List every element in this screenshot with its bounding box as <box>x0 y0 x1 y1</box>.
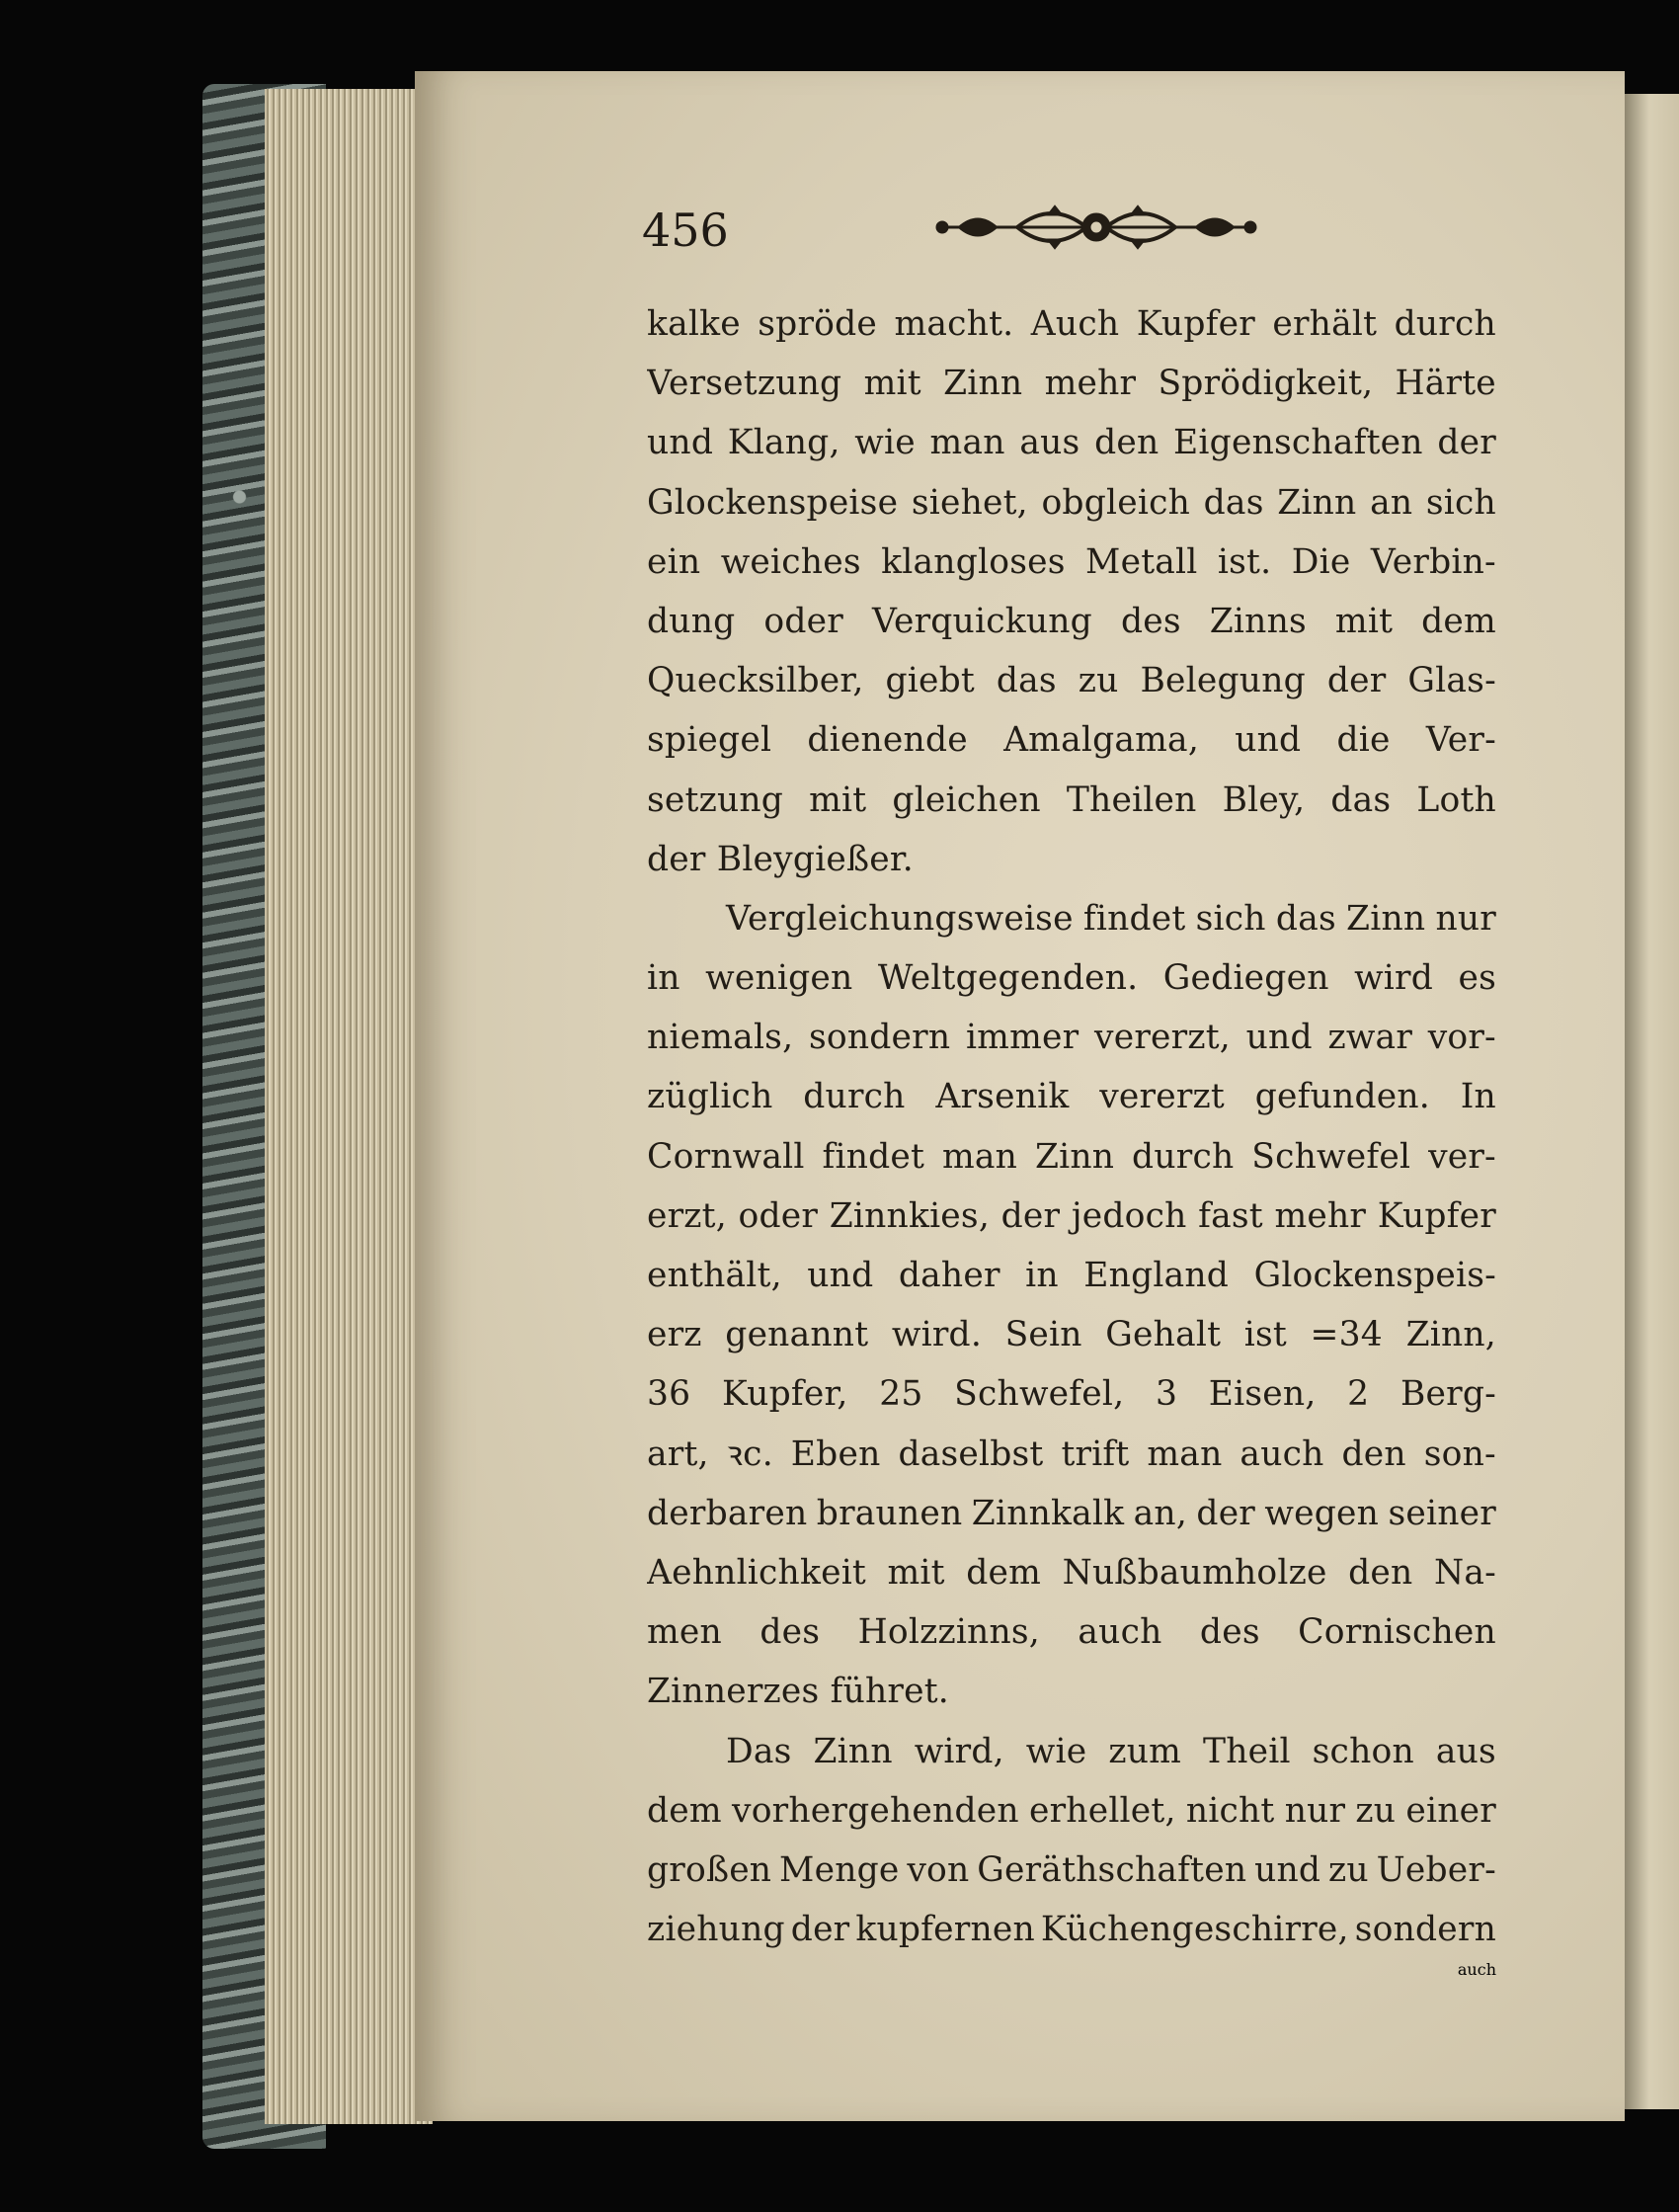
word: Zinn <box>813 1731 893 1771</box>
text-line <box>647 771 1496 830</box>
word: man <box>941 1136 1018 1177</box>
word: Schwefel <box>1251 1136 1411 1177</box>
word: Eben <box>790 1434 881 1474</box>
word: Holzzinns, <box>857 1612 1040 1653</box>
word: Weltgegenden. <box>877 958 1139 999</box>
word: sich <box>1425 482 1496 523</box>
word: Sein <box>1004 1315 1082 1355</box>
word: Gehalt <box>1105 1315 1222 1355</box>
word: nicht <box>1185 1790 1275 1831</box>
word: wie <box>1025 1731 1087 1771</box>
word: nur <box>1435 898 1496 939</box>
word: giebt <box>885 661 975 701</box>
word: Schwefel, <box>954 1374 1125 1415</box>
word: vererzt <box>1099 1077 1225 1117</box>
word: fast <box>1198 1195 1263 1236</box>
word: Arsenik <box>935 1077 1070 1117</box>
word: man <box>929 423 1005 463</box>
page-header <box>642 198 1511 267</box>
text-line <box>647 592 1496 651</box>
word: 2 <box>1347 1374 1370 1415</box>
word: trift <box>1061 1434 1130 1474</box>
word: es <box>1458 958 1496 999</box>
page-number: 456 <box>642 204 729 257</box>
text-line <box>647 1484 1496 1543</box>
word: 36 <box>647 1374 691 1415</box>
word: gefunden. <box>1254 1077 1430 1117</box>
word: zu <box>1355 1790 1397 1831</box>
word: Nußbaumholze <box>1062 1552 1327 1593</box>
word: 3 <box>1155 1374 1178 1415</box>
word: Eisen, <box>1208 1374 1317 1415</box>
text-line <box>647 1602 1496 1662</box>
word: Küchengeschirre, <box>1040 1910 1349 1950</box>
word: Zinn <box>1034 1136 1115 1177</box>
word: Das <box>726 1731 792 1771</box>
word: zu <box>1328 1849 1369 1890</box>
floral-headpiece-ornament-icon <box>928 198 1264 257</box>
word: genannt <box>725 1315 869 1355</box>
word: kupfernen <box>855 1910 1035 1950</box>
text-line <box>647 1900 1496 1959</box>
word: das <box>1203 482 1264 523</box>
word: wie <box>854 423 916 463</box>
word: Zinnkalk <box>971 1493 1125 1533</box>
word: Loth <box>1416 779 1496 820</box>
text-line <box>647 1008 1496 1067</box>
word: sondern <box>1354 1910 1496 1950</box>
text-line <box>647 1127 1496 1187</box>
word: erhält <box>1272 304 1378 344</box>
word: mit <box>887 1552 945 1593</box>
word: nur <box>1284 1790 1346 1831</box>
word: ist. <box>1217 541 1272 582</box>
word: braunen <box>816 1493 963 1533</box>
word: mit <box>809 779 867 820</box>
word: der <box>790 1910 850 1950</box>
word: das <box>1275 898 1336 939</box>
word: in <box>1025 1256 1059 1295</box>
word: Belegung <box>1140 661 1306 701</box>
text-line <box>647 889 1496 948</box>
word: und <box>647 423 714 463</box>
word: mit <box>863 364 921 404</box>
word: Glockenspeis- <box>1253 1256 1496 1295</box>
word: Zinn <box>1277 482 1357 523</box>
word: Verbin- <box>1370 541 1496 582</box>
word: Vergleichungsweise <box>726 898 1074 939</box>
word: Menge <box>779 1849 900 1890</box>
word: des <box>1120 601 1181 641</box>
word: schon <box>1312 1731 1414 1771</box>
word: vererzt, <box>1094 1018 1231 1058</box>
text-line <box>647 1364 1496 1424</box>
word: Bley, <box>1222 779 1306 820</box>
word: auch <box>1078 1612 1162 1653</box>
word: Ver- <box>1425 720 1496 761</box>
word: einer <box>1405 1790 1496 1831</box>
word: wird, <box>914 1731 1004 1771</box>
text-line <box>647 651 1496 710</box>
word: Quecksilber, <box>647 661 864 701</box>
word: daher <box>898 1256 1000 1295</box>
word: an <box>1370 482 1413 523</box>
word: durch <box>1132 1136 1235 1177</box>
word: Gediegen <box>1162 958 1329 999</box>
word: Glockenspeise <box>647 482 899 523</box>
word: ein <box>647 541 701 582</box>
word: züglich <box>647 1077 773 1117</box>
word: Verquickung <box>872 601 1092 641</box>
word: Cornwall <box>647 1136 805 1177</box>
word: durch <box>803 1077 906 1117</box>
word: Eigenschaften <box>1173 423 1423 463</box>
word: Na- <box>1433 1552 1496 1593</box>
text-line <box>647 830 1496 889</box>
word: wird <box>1354 958 1434 999</box>
word: findet <box>1082 898 1186 939</box>
word: spröde <box>758 304 878 344</box>
word: Aehnlichkeit <box>647 1552 867 1593</box>
text-line <box>647 1543 1496 1602</box>
page-edges <box>265 89 433 2124</box>
word: an, <box>1133 1493 1188 1533</box>
word: kalke <box>647 304 741 344</box>
word: großen <box>647 1849 772 1890</box>
word: ꝛc. <box>726 1434 773 1474</box>
word: zu <box>1078 661 1119 701</box>
word: In <box>1460 1077 1496 1117</box>
word: der <box>1000 1195 1061 1236</box>
word: die <box>1336 720 1391 761</box>
text-line <box>647 413 1496 472</box>
word: das <box>996 661 1057 701</box>
word: der <box>1196 1493 1255 1533</box>
word: findet <box>822 1136 925 1177</box>
word: sich <box>1195 898 1266 939</box>
text-line <box>647 1305 1496 1364</box>
word: den <box>1348 1552 1413 1593</box>
word: England <box>1083 1256 1230 1295</box>
word: seiner <box>1388 1493 1496 1533</box>
word: dung <box>647 601 736 641</box>
text-line <box>647 1722 1496 1781</box>
word: son- <box>1423 1434 1496 1474</box>
word: des <box>1199 1612 1260 1653</box>
word: Kupfer <box>1377 1195 1496 1236</box>
word: daselbst <box>898 1434 1044 1474</box>
word: Amalgama, <box>1003 720 1199 761</box>
text-line <box>647 1187 1496 1246</box>
word: zwar <box>1327 1018 1413 1058</box>
word: den <box>1094 423 1159 463</box>
text-line <box>647 948 1496 1008</box>
word: Theil <box>1202 1731 1291 1771</box>
word: und <box>1235 720 1302 761</box>
text-line <box>647 1662 1496 1721</box>
word: der <box>1437 423 1496 463</box>
word: Zinnkies, <box>829 1195 990 1236</box>
word: Cornischen <box>1298 1612 1496 1653</box>
word: dienende <box>807 720 968 761</box>
word: Berg- <box>1399 1374 1496 1415</box>
word: 25 <box>879 1374 923 1415</box>
word: Auch <box>1030 304 1120 344</box>
word: durch <box>1394 304 1496 344</box>
word: Glas- <box>1407 661 1496 701</box>
word: das <box>1330 779 1392 820</box>
word: erhellet, <box>1028 1790 1176 1831</box>
word: mehr <box>1044 364 1137 404</box>
word: mit <box>1334 601 1394 641</box>
word: wenigen <box>705 958 853 999</box>
word: men <box>647 1612 722 1653</box>
text-line <box>647 1246 1496 1305</box>
text-line <box>647 354 1496 413</box>
word: wegen <box>1264 1493 1380 1533</box>
word: Zinn <box>1346 898 1426 939</box>
catchword-line <box>647 1960 1496 2019</box>
word: Sprödigkeit, <box>1158 364 1374 404</box>
catchword: auch <box>1457 1959 1496 1979</box>
text-line <box>647 1841 1496 1900</box>
word: Zinn, <box>1405 1315 1496 1355</box>
word: in <box>647 958 680 999</box>
word: niemals, <box>647 1018 794 1058</box>
word: zum <box>1108 1731 1182 1771</box>
word: vorhergehenden <box>732 1790 1019 1831</box>
word: aus <box>1435 1731 1496 1771</box>
word: Zinn <box>943 364 1023 404</box>
word: enthält, <box>647 1256 782 1295</box>
word: Härte <box>1395 364 1496 404</box>
word: weiches <box>720 541 861 582</box>
word: dem <box>647 1790 722 1831</box>
word: ver- <box>1428 1136 1496 1177</box>
word: Ueber- <box>1376 1849 1496 1890</box>
text-line <box>647 533 1496 592</box>
word: jedoch <box>1071 1195 1187 1236</box>
word: erzt, <box>647 1195 727 1236</box>
text-line <box>647 710 1496 770</box>
word: den <box>1341 1434 1406 1474</box>
word: setzung <box>647 779 784 820</box>
word: der <box>1326 661 1387 701</box>
text-line-content: Zinnerzes führet. <box>647 1672 949 1712</box>
word: =34 <box>1310 1315 1383 1355</box>
word: Klang, <box>727 423 840 463</box>
word: sondern <box>808 1018 951 1058</box>
word: und <box>807 1256 874 1295</box>
text-line <box>647 1781 1496 1841</box>
text-line <box>647 473 1496 533</box>
word: derbaren <box>647 1493 808 1533</box>
word: spiegel <box>647 720 772 761</box>
word: Theilen <box>1066 779 1197 820</box>
word: erz <box>647 1315 702 1355</box>
word: auch <box>1239 1434 1324 1474</box>
word: art, <box>647 1434 709 1474</box>
word: Metall <box>1085 541 1198 582</box>
word: Versetzung <box>647 364 842 404</box>
word: macht. <box>894 304 1014 344</box>
text-line <box>647 294 1496 354</box>
text-line <box>647 1425 1496 1484</box>
word: und <box>1245 1018 1313 1058</box>
word: mehr <box>1274 1195 1367 1236</box>
word: siehet, <box>911 482 1028 523</box>
word: ist <box>1243 1315 1287 1355</box>
word: oder <box>763 601 843 641</box>
body-text <box>647 294 1496 1959</box>
word: immer <box>965 1018 1079 1058</box>
word: vor- <box>1427 1018 1496 1058</box>
word: Geräthschaften <box>977 1849 1247 1890</box>
word: klangloses <box>881 541 1066 582</box>
word: ziehung <box>647 1910 785 1950</box>
text-line <box>647 1067 1496 1126</box>
word: dem <box>966 1552 1042 1593</box>
word: von <box>907 1849 970 1890</box>
word: Kupfer <box>1136 304 1255 344</box>
word: dem <box>1421 601 1496 641</box>
word: oder <box>738 1195 819 1236</box>
word: Zinns <box>1209 601 1307 641</box>
word: wird. <box>891 1315 982 1355</box>
word: man <box>1147 1434 1223 1474</box>
word: obgleich <box>1041 482 1191 523</box>
word: Kupfer, <box>721 1374 848 1415</box>
word: aus <box>1019 423 1080 463</box>
facing-page-edge <box>1625 94 1679 2109</box>
word: gleichen <box>892 779 1041 820</box>
word: Die <box>1291 541 1351 582</box>
word: und <box>1254 1849 1321 1890</box>
text-line-content: der Bleygießer. <box>647 839 914 879</box>
word: des <box>760 1612 821 1653</box>
